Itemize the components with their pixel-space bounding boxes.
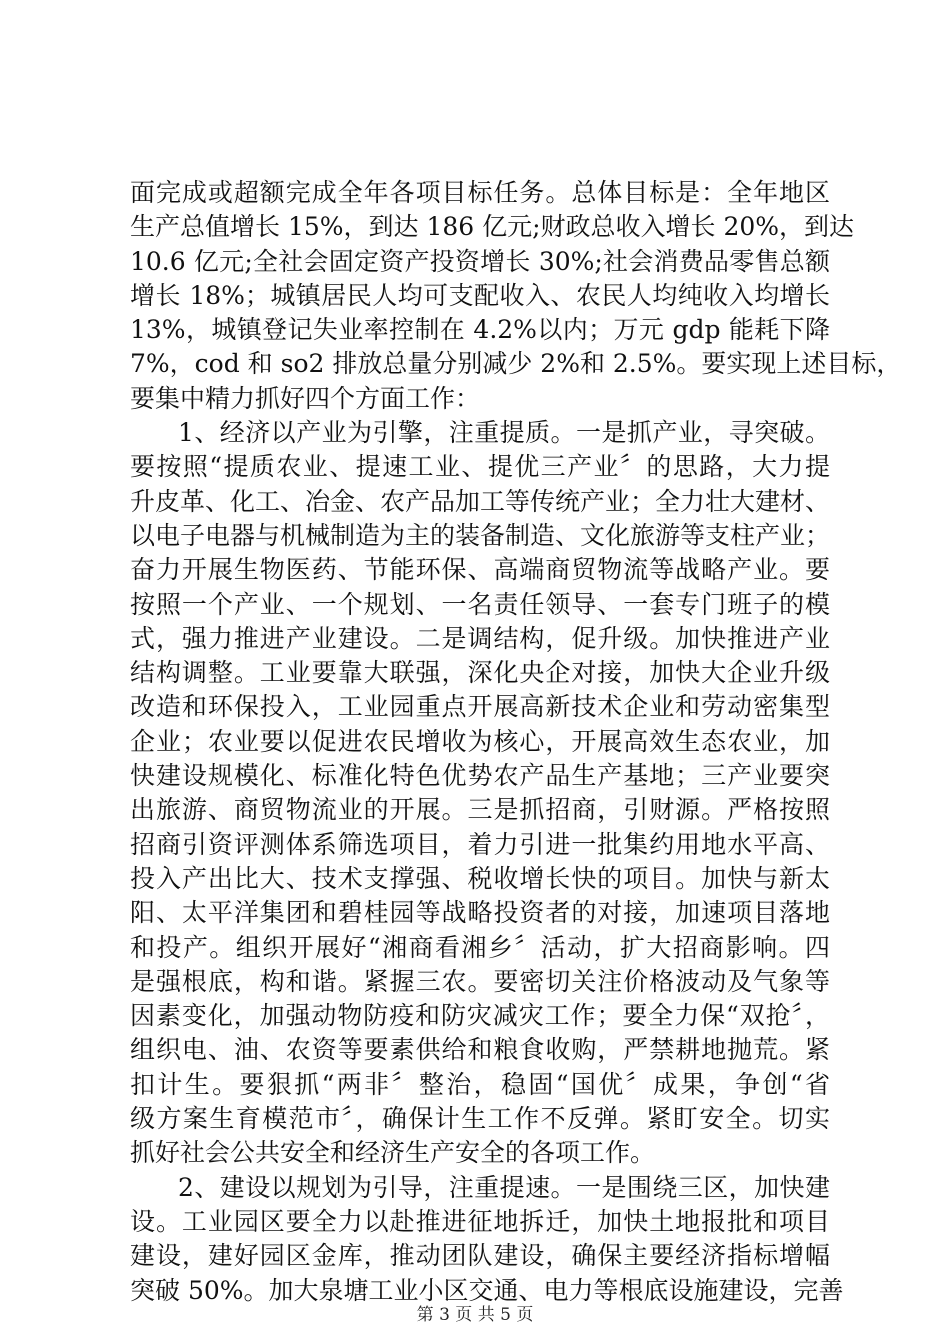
text-line: 式，强力推进产业建设。二是调结构，促升级。加快推进产业 (130, 623, 830, 653)
text-line: 1、经济以产业为引擎，注重提质。一是抓产业，寻突破。 (178, 418, 830, 448)
text-line: 企业；农业要以促进农民增收为核心，开展高效生态农业，加 (130, 726, 830, 756)
text-line: 生产总值增长 15%，到达 186 亿元;财政总收入增长 20%，到达 (130, 212, 855, 242)
text-line: 奋力开展生物医药、节能环保、高端商贸物流等战略产业。要 (130, 555, 830, 585)
text-line: 招商引资评测体系筛选项目，着力引进一批集约用地水平高、 (130, 829, 830, 859)
text-line: 和投产。组织开展好“湘商看湘乡〞活动，扩大招商影响。四 (130, 932, 830, 962)
text-line: 出旅游、商贸物流业的开展。三是抓招商，引财源。严格按照 (130, 795, 830, 825)
text-line: 13%，城镇登记失业率控制在 4.2%以内；万元 gdp 能耗下降 (130, 315, 830, 345)
text-line: 要按照“提质农业、提速工业、提优三产业〞的思路，大力提 (130, 452, 830, 482)
text-line: 建设，建好园区金库，推动团队建设，确保主要经济指标增幅 (130, 1241, 830, 1271)
text-line: 设。工业园区要全力以赴推进征地拆迁，加快土地报批和项目 (130, 1206, 830, 1236)
text-line: 阳、太平洋集团和碧桂园等战略投资者的对接，加速项目落地 (130, 898, 830, 928)
page-number-label: 第 3 页 共 5 页 (416, 1305, 534, 1325)
text-line: 快建设规模化、标准化特色优势农产品生产基地；三产业要突 (130, 761, 830, 791)
text-line: 改造和环保投入，工业园重点开展高新技术企业和劳动密集型 (130, 692, 830, 722)
text-line: 突破 50%。加大泉塘工业小区交通、电力等根底设施建设，完善 (130, 1275, 844, 1305)
text-line: 升皮革、化工、冶金、农产品加工等传统产业；全力壮大建材、 (130, 486, 831, 516)
page-footer (0, 1300, 950, 1325)
text-line: 是强根底，构和谐。紧握三农。要密切关注价格波动及气象等 (130, 966, 830, 996)
text-line: 要集中精力抓好四个方面工作： (130, 383, 481, 413)
document-body (130, 176, 902, 1308)
text-line: 2、建设以规划为引导，注重提速。一是围绕三区，加快建 (178, 1172, 830, 1202)
text-line: 7%，cod 和 so2 排放总量分别减少 2%和 2.5%。要实现上述目标， (130, 349, 902, 379)
text-line: 投入产出比大、技术支撑强、税收增长快的项目。加快与新太 (130, 863, 830, 893)
text-line: 因素变化，加强动物防疫和防灾减灾工作；要全力保“双抢〞， (130, 1001, 830, 1031)
text-line: 组织电、油、农资等要素供给和粮食收购，严禁耕地抛荒。紧 (130, 1035, 830, 1065)
text-line: 级方案生育模范市〞，确保计生工作不反弹。紧盯安全。切实 (130, 1104, 830, 1134)
text-line: 以电子电器与机械制造为主的装备制造、文化旅游等支柱产业； (130, 520, 831, 550)
text-line: 扣计生。要狠抓“两非〞整治，稳固“国优〞成果，争创“省 (130, 1069, 830, 1099)
text-line: 按照一个产业、一个规划、一名责任领导、一套专门班子的模 (130, 589, 830, 619)
text-line: 增长 18%；城镇居民人均可支配收入、农民人均纯收入均增长 (130, 280, 830, 310)
text-line: 10.6 亿元;全社会固定资产投资增长 30%;社会消费品零售总额 (130, 246, 830, 276)
text-line: 结构调整。工业要靠大联强，深化央企对接，加快大企业升级 (130, 658, 830, 688)
text-line: 面完成或超额完成全年各项目标任务。总体目标是：全年地区 (130, 178, 830, 207)
text-line: 抓好社会公共安全和经济生产安全的各项工作。 (130, 1138, 656, 1168)
